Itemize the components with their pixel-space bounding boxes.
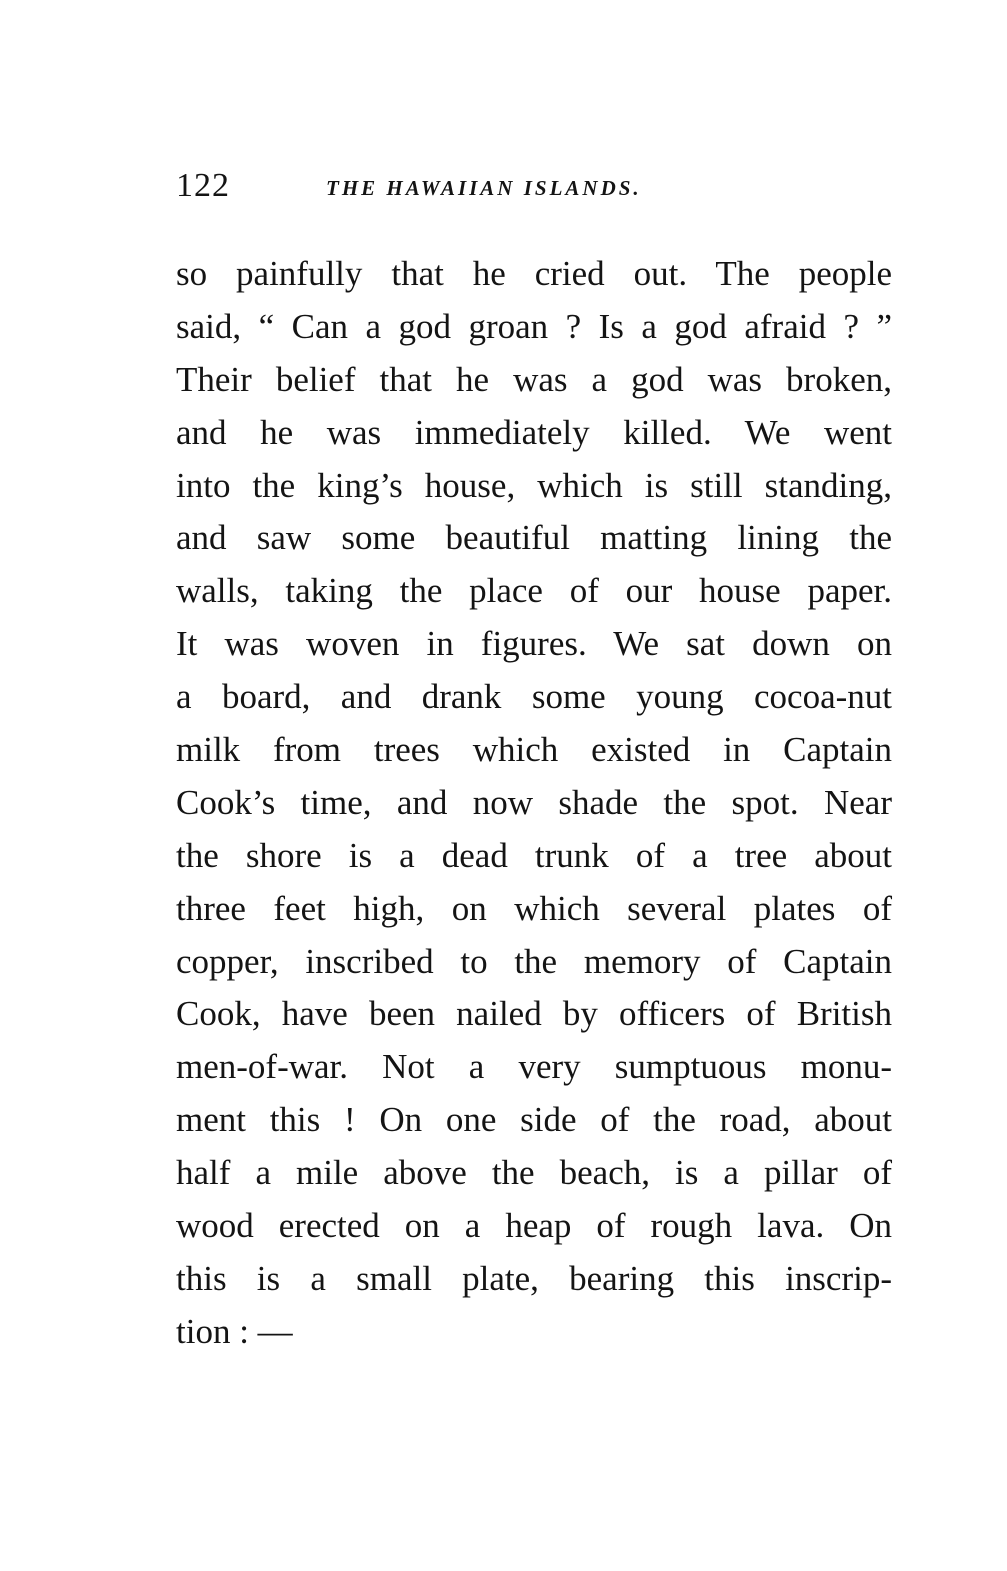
text-line: copper, inscribed to the memory of Captain [176,941,892,981]
text-line: three feet high, on which several plates of [176,888,892,928]
text-line: wood erected on a heap of rough lava. On [176,1206,892,1246]
text-line: this is a small plate, bearing this inscrip- [176,1258,892,1298]
text-line: tion : — [176,1311,293,1351]
text-line: said, “ Can a god groan ? Is a god afraid ? ” [176,306,892,346]
text-line: half a mile above the beach, is a pillar of [176,1153,892,1193]
text-line: Their belief that he was a god was broken, [176,359,892,399]
running-head [176,166,896,206]
text-line: and saw some beautiful matting lining the [176,518,892,558]
text-line: Cook, have been nailed by officers of British [176,994,892,1034]
page-number: 122 [176,167,230,204]
text-line: walls, taking the place of our house paper. [176,571,892,611]
text-line: the shore is a dead trunk of a tree about [176,835,892,875]
text-line: ment this ! On one side of the road, about [176,1100,892,1140]
text-line: men-of-war. Not a very sumptuous monu- [176,1047,892,1087]
text-line: and he was immediately killed. We went [176,412,892,452]
text-line: a board, and drank some young cocoa-nut [176,677,892,717]
running-title: THE HAWAIIAN ISLANDS. [326,176,642,200]
body-text [176,248,892,1359]
text-line: into the king’s house, which is still standing, [176,465,892,505]
text-line: It was woven in figures. We sat down on [176,624,892,664]
text-line: Cook’s time, and now shade the spot. Near [176,782,892,822]
text-line: milk from trees which existed in Captain [176,730,892,770]
text-line: so painfully that he cried out. The people [176,254,892,293]
